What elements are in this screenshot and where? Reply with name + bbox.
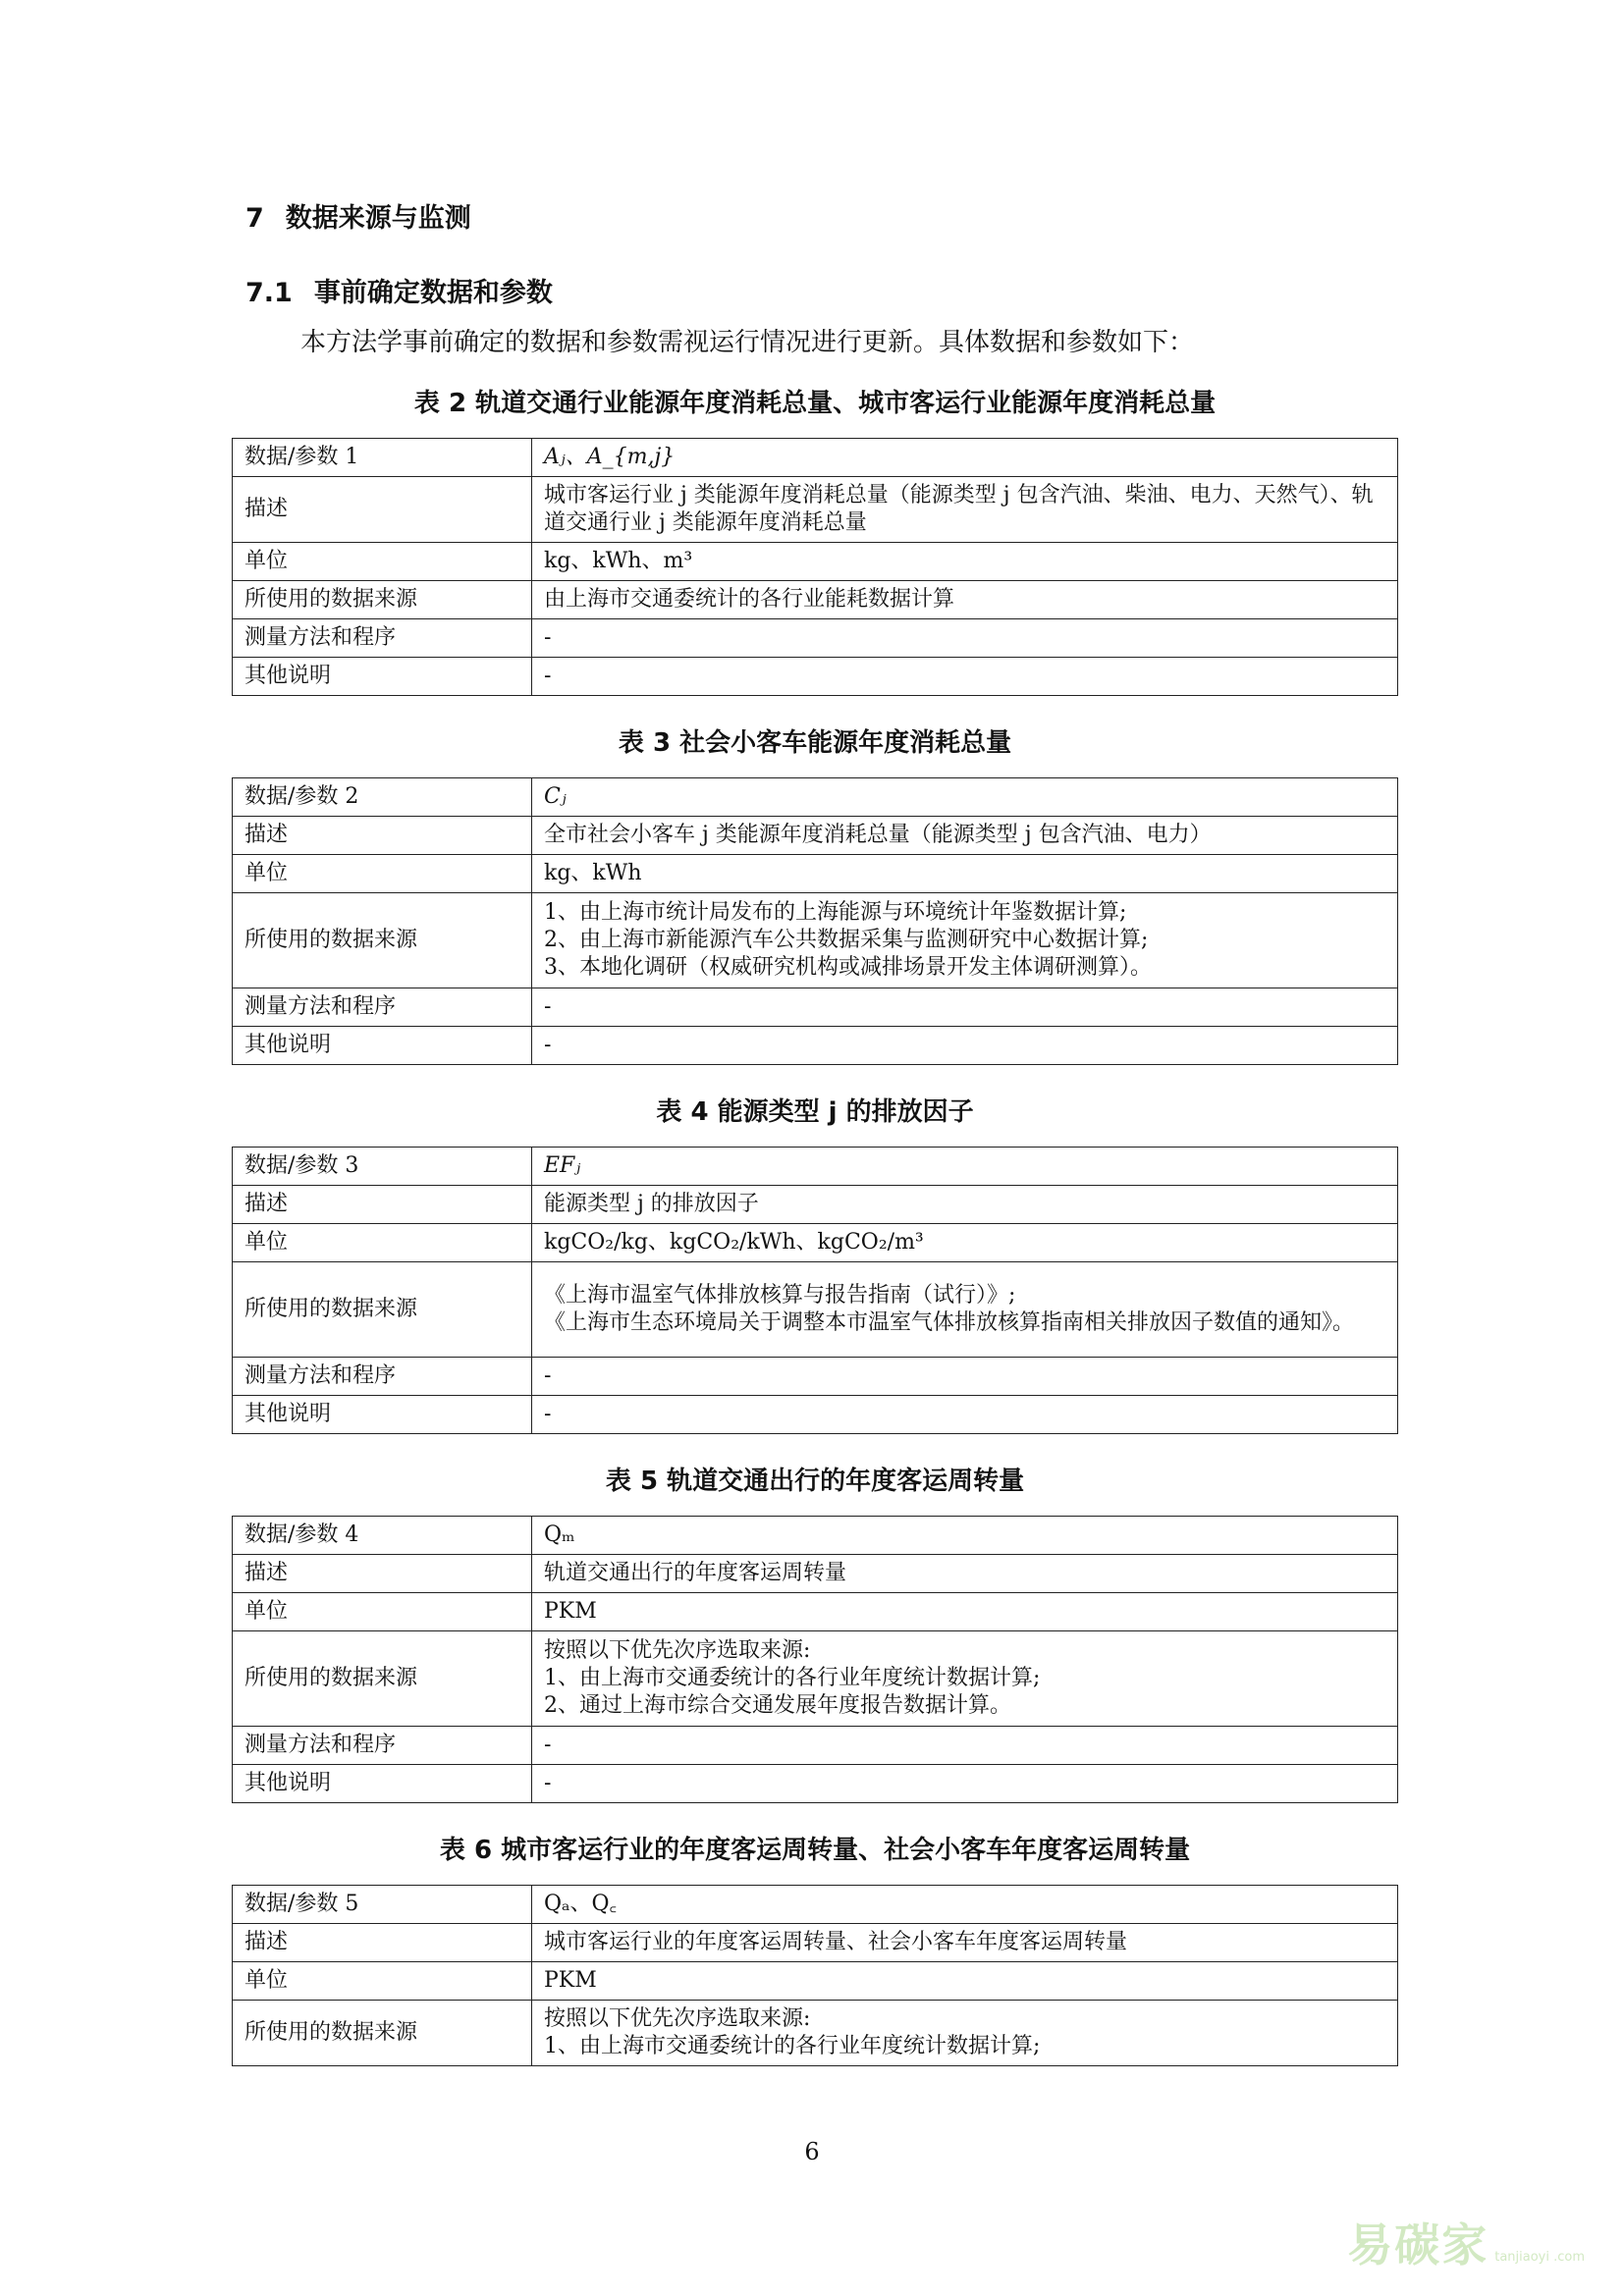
table-cell-value: kg、kWh、m³ bbox=[532, 543, 1398, 581]
table-cell-value: Aⱼ、A_{m,j} bbox=[532, 439, 1398, 477]
table-row bbox=[233, 988, 1398, 1027]
param-table bbox=[232, 1516, 1398, 1803]
table-cell-key: 所使用的数据来源 bbox=[233, 2001, 532, 2066]
table-caption: 表 6 城市客运行业的年度客运周转量、社会小客车年度客运周转量 bbox=[439, 1836, 1191, 1865]
table-cell-value: PKM bbox=[532, 1593, 1398, 1631]
table-cell-key: 其他说明 bbox=[233, 1027, 532, 1065]
table-cell-key: 单位 bbox=[233, 1962, 532, 2001]
page-number: 6 bbox=[804, 2138, 820, 2165]
subsection-number: 7.1 bbox=[245, 278, 293, 308]
table-cell-key: 所使用的数据来源 bbox=[233, 581, 532, 619]
table-cell-key: 测量方法和程序 bbox=[233, 1727, 532, 1765]
table-row bbox=[233, 1396, 1398, 1434]
table-cell-value: kgCO₂/kg、kgCO₂/kWh、kgCO₂/m³ bbox=[532, 1224, 1398, 1262]
table-cell-value: 《上海市温室气体排放核算与报告指南（试行）》; 《上海市生态环境局关于调整本市温室气体排放核算指南相关排放因子数值的通知》。 bbox=[532, 1262, 1398, 1358]
table-row bbox=[233, 1631, 1398, 1727]
table-cell-key: 描述 bbox=[233, 1924, 532, 1962]
table-caption: 表 3 社会小客车能源年度消耗总量 bbox=[618, 728, 1012, 758]
table-cell-key: 数据/参数 4 bbox=[233, 1517, 532, 1555]
table-cell-key: 描述 bbox=[233, 1555, 532, 1593]
table-caption: 表 4 能源类型 j 的排放因子 bbox=[656, 1097, 974, 1127]
table-row bbox=[233, 1262, 1398, 1358]
table-cell-value: 能源类型 j 的排放因子 bbox=[532, 1186, 1398, 1224]
table-cell-value: Cⱼ bbox=[532, 778, 1398, 817]
table-cell-key: 所使用的数据来源 bbox=[233, 893, 532, 988]
table-cell-key: 数据/参数 3 bbox=[233, 1148, 532, 1186]
section-heading bbox=[245, 196, 471, 235]
table-cell-key: 测量方法和程序 bbox=[233, 988, 532, 1027]
table-cell-key: 单位 bbox=[233, 543, 532, 581]
table-cell-value: - bbox=[532, 619, 1398, 658]
table-cell-value: kg、kWh bbox=[532, 855, 1398, 893]
table-cell-key: 数据/参数 1 bbox=[233, 439, 532, 477]
table-row bbox=[233, 855, 1398, 893]
table-cell-key: 数据/参数 5 bbox=[233, 1886, 532, 1924]
section-title: 数据来源与监测 bbox=[285, 203, 471, 234]
param-table bbox=[232, 1147, 1398, 1434]
table-row bbox=[233, 439, 1398, 477]
section-number: 7 bbox=[245, 203, 264, 234]
table-cell-key: 其他说明 bbox=[233, 1396, 532, 1434]
table-caption: 表 2 轨道交通行业能源年度消耗总量、城市客运行业能源年度消耗总量 bbox=[413, 389, 1217, 418]
table-cell-key: 描述 bbox=[233, 477, 532, 543]
table-row bbox=[233, 477, 1398, 543]
table-row bbox=[233, 581, 1398, 619]
table-row bbox=[233, 778, 1398, 817]
watermark-text: 易碳家 bbox=[1347, 2218, 1489, 2271]
table-row bbox=[233, 1593, 1398, 1631]
param-table bbox=[232, 777, 1398, 1065]
table-row bbox=[233, 1555, 1398, 1593]
table-cell-key: 数据/参数 2 bbox=[233, 778, 532, 817]
table-row bbox=[233, 1186, 1398, 1224]
table-cell-key: 所使用的数据来源 bbox=[233, 1262, 532, 1358]
table-cell-value: - bbox=[532, 1765, 1398, 1803]
table-cell-value: 由上海市交通委统计的各行业能耗数据计算 bbox=[532, 581, 1398, 619]
table-cell-key: 单位 bbox=[233, 855, 532, 893]
param-table bbox=[232, 438, 1398, 696]
table-row bbox=[233, 1358, 1398, 1396]
table-row bbox=[233, 1886, 1398, 1924]
table-cell-key: 测量方法和程序 bbox=[233, 619, 532, 658]
intro-paragraph: 本方法学事前确定的数据和参数需视运行情况进行更新。具体数据和参数如下： bbox=[300, 328, 1195, 357]
watermark-logo bbox=[1347, 2210, 1585, 2274]
table-cell-key: 所使用的数据来源 bbox=[233, 1631, 532, 1727]
table-row bbox=[233, 658, 1398, 696]
table-cell-value: PKM bbox=[532, 1962, 1398, 2001]
table-cell-value: - bbox=[532, 1727, 1398, 1765]
table-caption: 表 5 轨道交通出行的年度客运周转量 bbox=[605, 1467, 1025, 1496]
table-row bbox=[233, 817, 1398, 855]
subsection-heading bbox=[245, 271, 553, 309]
table-cell-value: - bbox=[532, 1027, 1398, 1065]
table-row bbox=[233, 893, 1398, 988]
table-row bbox=[233, 619, 1398, 658]
table-cell-value: EFⱼ bbox=[532, 1148, 1398, 1186]
table-row bbox=[233, 1027, 1398, 1065]
table-cell-value: 全市社会小客车 j 类能源年度消耗总量（能源类型 j 包含汽油、电力） bbox=[532, 817, 1398, 855]
param-table bbox=[232, 1885, 1398, 2066]
table-cell-key: 单位 bbox=[233, 1593, 532, 1631]
table-cell-key: 其他说明 bbox=[233, 1765, 532, 1803]
table-row bbox=[233, 1727, 1398, 1765]
table-cell-key: 其他说明 bbox=[233, 658, 532, 696]
table-cell-value: - bbox=[532, 988, 1398, 1027]
watermark-subtext: tanjiaoyi .com bbox=[1494, 2250, 1585, 2265]
table-cell-key: 测量方法和程序 bbox=[233, 1358, 532, 1396]
table-cell-value: 按照以下优先次序选取来源: 1、由上海市交通委统计的各行业年度统计数据计算; 2、通过上海市综合交通发展年度报告数据计算。 bbox=[532, 1631, 1398, 1727]
table-cell-key: 描述 bbox=[233, 817, 532, 855]
table-row bbox=[233, 1224, 1398, 1262]
table-cell-value: Qₘ bbox=[532, 1517, 1398, 1555]
table-cell-value: - bbox=[532, 1358, 1398, 1396]
table-cell-value: 轨道交通出行的年度客运周转量 bbox=[532, 1555, 1398, 1593]
table-row bbox=[233, 2001, 1398, 2066]
table-cell-value: Qₐ、Q꜀ bbox=[532, 1886, 1398, 1924]
table-row bbox=[233, 1148, 1398, 1186]
table-cell-value: 1、由上海市统计局发布的上海能源与环境统计年鉴数据计算; 2、由上海市新能源汽车公共数据采集与监测研究中心数据计算; 3、本地化调研（权威研究机构或减排场景开发主体调研测算）。 bbox=[532, 893, 1398, 988]
table-cell-value: 城市客运行业的年度客运周转量、社会小客车年度客运周转量 bbox=[532, 1924, 1398, 1962]
table-row bbox=[233, 1924, 1398, 1962]
table-cell-value: 城市客运行业 j 类能源年度消耗总量（能源类型 j 包含汽油、柴油、电力、天然气）、轨道交通行业 j 类能源年度消耗总量 bbox=[532, 477, 1398, 543]
table-cell-key: 单位 bbox=[233, 1224, 532, 1262]
table-cell-key: 描述 bbox=[233, 1186, 532, 1224]
table-row bbox=[233, 543, 1398, 581]
table-row bbox=[233, 1765, 1398, 1803]
table-row bbox=[233, 1517, 1398, 1555]
table-cell-value: 按照以下优先次序选取来源: 1、由上海市交通委统计的各行业年度统计数据计算; bbox=[532, 2001, 1398, 2066]
table-cell-value: - bbox=[532, 1396, 1398, 1434]
table-cell-value: - bbox=[532, 658, 1398, 696]
subsection-title: 事前确定数据和参数 bbox=[313, 278, 553, 308]
table-row bbox=[233, 1962, 1398, 2001]
